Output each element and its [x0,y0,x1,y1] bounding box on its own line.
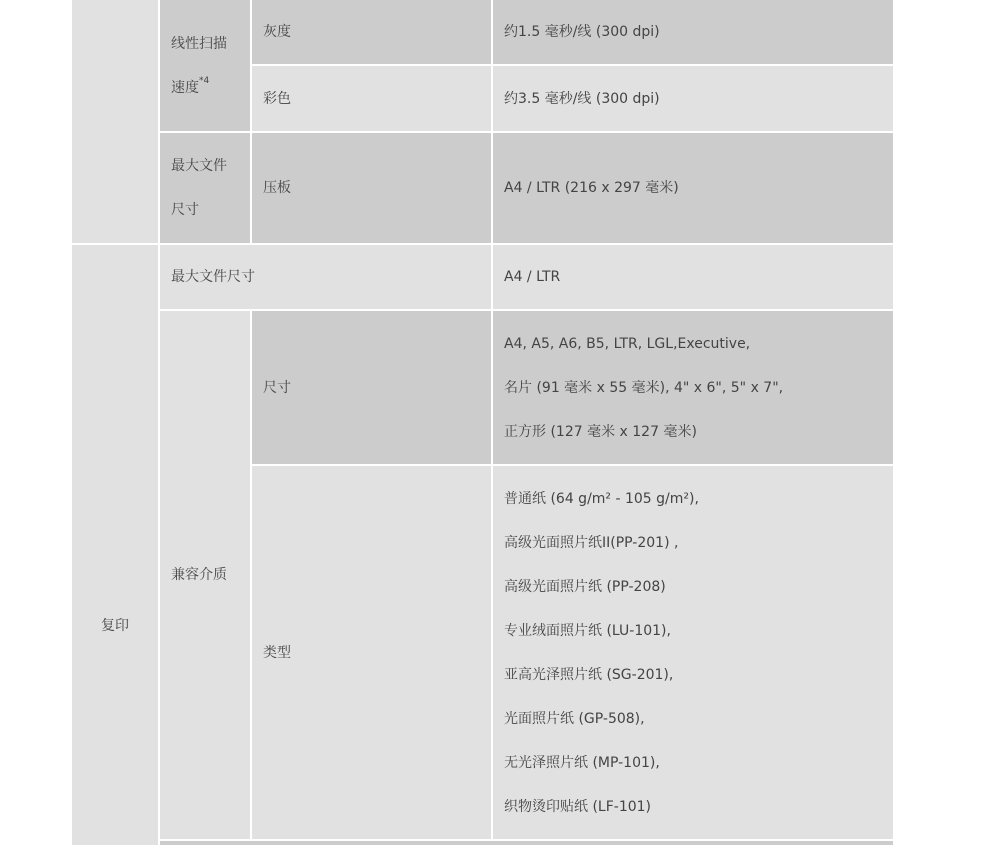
scan-color-mode-text: 彩色 [263,90,291,107]
scan-max-doc-label-line2: 尺寸 [171,202,199,218]
copy-media-label [160,311,250,839]
copy-media-type-line: 普通纸 (64 g/m² - 105 g/m²), [504,490,699,507]
copy-media-size-value [493,311,893,464]
copy-media-type-line: 高级光面照片纸 (PP-208) [504,578,666,595]
scan-gray-value [493,0,893,64]
scan-gray-mode-text: 灰度 [263,24,291,40]
scan-speed-label-line2: 速度 [171,79,199,96]
scan-gray-value-text: 约1.5 毫秒/线 (300 dpi) [504,24,660,40]
copy-max-doc-label [160,245,491,309]
copy-max-doc-value-text: A4 / LTR [504,269,561,285]
scan-speed-label-line1: 线性扫描 [171,35,227,52]
copy-media-size-label-text: 尺寸 [263,379,291,396]
copy-section-label [72,245,158,845]
copy-media-size-label [252,311,491,464]
scan-max-doc-label [160,133,250,243]
copy-media-type-line: 光面照片纸 (GP-508), [504,710,645,727]
copy-media-size-line: 正方形 (127 毫米 x 127 毫米) [504,423,697,440]
scan-section-cell [72,0,158,243]
copy-media-label-text: 兼容介质 [171,567,227,583]
scan-max-doc-label-line1: 最大文件 [171,158,227,174]
copy-media-type-line: 高级光面照片纸II(PP-201) , [504,534,679,551]
scan-speed-footnote: *4 [199,75,210,86]
copy-media-type-value [493,466,893,839]
copy-media-type-label [252,466,491,839]
scan-max-doc-type [252,133,491,243]
copy-media-type-label-text: 类型 [263,644,291,661]
next-row-cell [160,841,893,845]
spec-table [72,0,893,845]
copy-media-size-line: A4, A5, A6, B5, LTR, LGL,Executive, [504,335,751,352]
copy-section-label-text: 复印 [101,618,129,634]
scan-color-mode [252,66,491,131]
scan-gray-mode [252,0,491,64]
copy-media-type-line: 织物烫印贴纸 (LF-101) [504,798,651,815]
scan-speed-label-line2-wrap [171,66,250,110]
copy-media-size-line: 名片 (91 毫米 x 55 毫米), 4" x 6", 5" x 7", [504,379,784,396]
copy-media-type-line: 亚高光泽照片纸 (SG-201), [504,666,674,683]
scan-max-doc-value [493,133,893,243]
scan-max-doc-type-text: 压板 [263,180,291,196]
scan-color-value [493,66,893,131]
scan-color-value-text: 约3.5 毫秒/线 (300 dpi) [504,90,660,107]
scan-max-doc-value-text: A4 / LTR (216 x 297 毫米) [504,180,679,196]
copy-media-type-line: 无光泽照片纸 (MP-101), [504,754,660,771]
scan-speed-label [160,0,250,131]
copy-max-doc-value [493,245,893,309]
copy-max-doc-label-text: 最大文件尺寸 [171,269,255,285]
copy-media-type-line: 专业绒面照片纸 (LU-101), [504,622,671,639]
